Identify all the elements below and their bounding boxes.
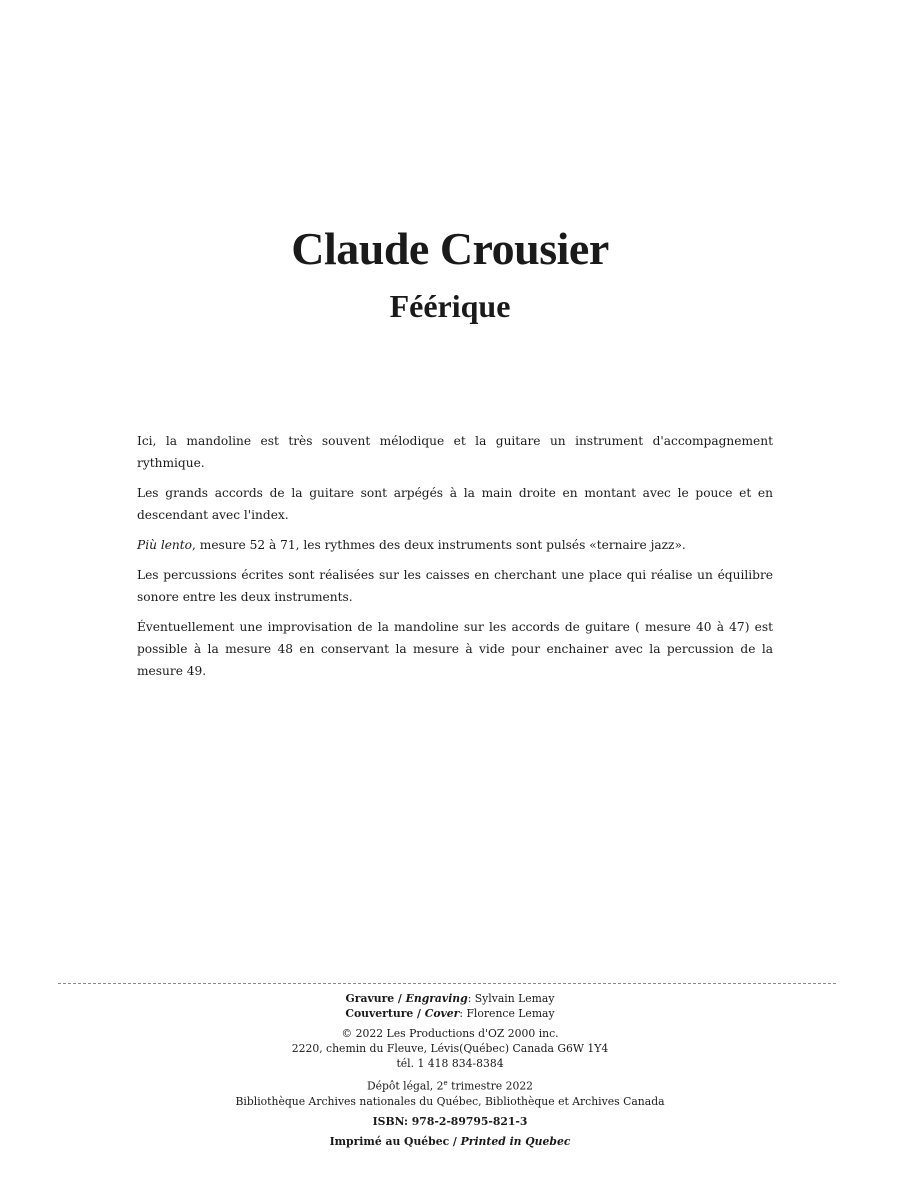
note-paragraph-3-text: , mesure 52 à 71, les rythmes des deux instruments sont pulsés «ternaire jazz». (192, 538, 686, 552)
note-paragraph-5: Éventuellement une improvisation de la mandoline sur les accords de guitare ( mesure 40 à 47) est possible à la mesure 48 en conservant la mesure à vide pour enchainer avec la percussion de la mesure 49. (137, 620, 773, 678)
tempo-marking: Più lento (137, 538, 193, 552)
legal-deposit-pre: Dépôt légal, 2 (366, 1079, 444, 1093)
libraries: Bibliothèque Archives nationales du Québec, Bibliothèque et Archives Canada (235, 1094, 665, 1108)
printed-en: Printed in Quebec (460, 1134, 571, 1148)
publisher-phone: tél. 1 418 834-8384 (396, 1057, 504, 1070)
credits-production (0, 991, 900, 1021)
isbn: ISBN: 978-2-89795-821-3 (372, 1114, 528, 1128)
cover-label-fr: Couverture / (345, 1007, 425, 1020)
publisher-address: 2220, chemin du Fleuve, Lévis(Québec) Canada G6W 1Y4 (291, 1042, 609, 1055)
engraving-label-en: Engraving (405, 992, 468, 1005)
legal-deposit (0, 1076, 900, 1109)
credits-block (0, 991, 900, 1149)
legal-deposit-line (0, 1076, 900, 1094)
cover-name: : Florence Lemay (459, 1007, 555, 1020)
engraving-name: : Sylvain Lemay (467, 992, 555, 1005)
printed-in (0, 1134, 900, 1149)
note-paragraph-4: Les percussions écrites sont réalisées sur les caisses en cherchant une place qui réalise un équilibre sonore entre les deux instruments. (137, 568, 773, 604)
publisher-info (0, 1026, 900, 1071)
note-paragraph-1: Ici, la mandoline est très souvent mélodique et la guitare un instrument d'accompagnement rythmique. (137, 434, 773, 470)
engraving-credit (0, 991, 900, 1006)
copyright: © 2022 Les Productions d'OZ 2000 inc. (341, 1027, 559, 1040)
note-paragraph-2: Les grands accords de la guitare sont arpégés à la main droite en montant avec le pouce et en descendant avec l'index. (137, 486, 773, 522)
performance-notes (137, 430, 773, 690)
divider (58, 983, 836, 984)
engraving-label-fr: Gravure / (345, 992, 406, 1005)
piece-title: Féérique (389, 288, 511, 324)
cover-label-en: Cover (424, 1007, 460, 1020)
note-paragraph-3 (137, 534, 773, 556)
cover-credit (0, 1006, 900, 1021)
printed-fr: Imprimé au Québec / (329, 1134, 461, 1148)
legal-deposit-sup: e (443, 1079, 448, 1087)
legal-deposit-post: trimestre 2022 (447, 1079, 534, 1093)
composer-name: Claude Crousier (291, 223, 609, 274)
